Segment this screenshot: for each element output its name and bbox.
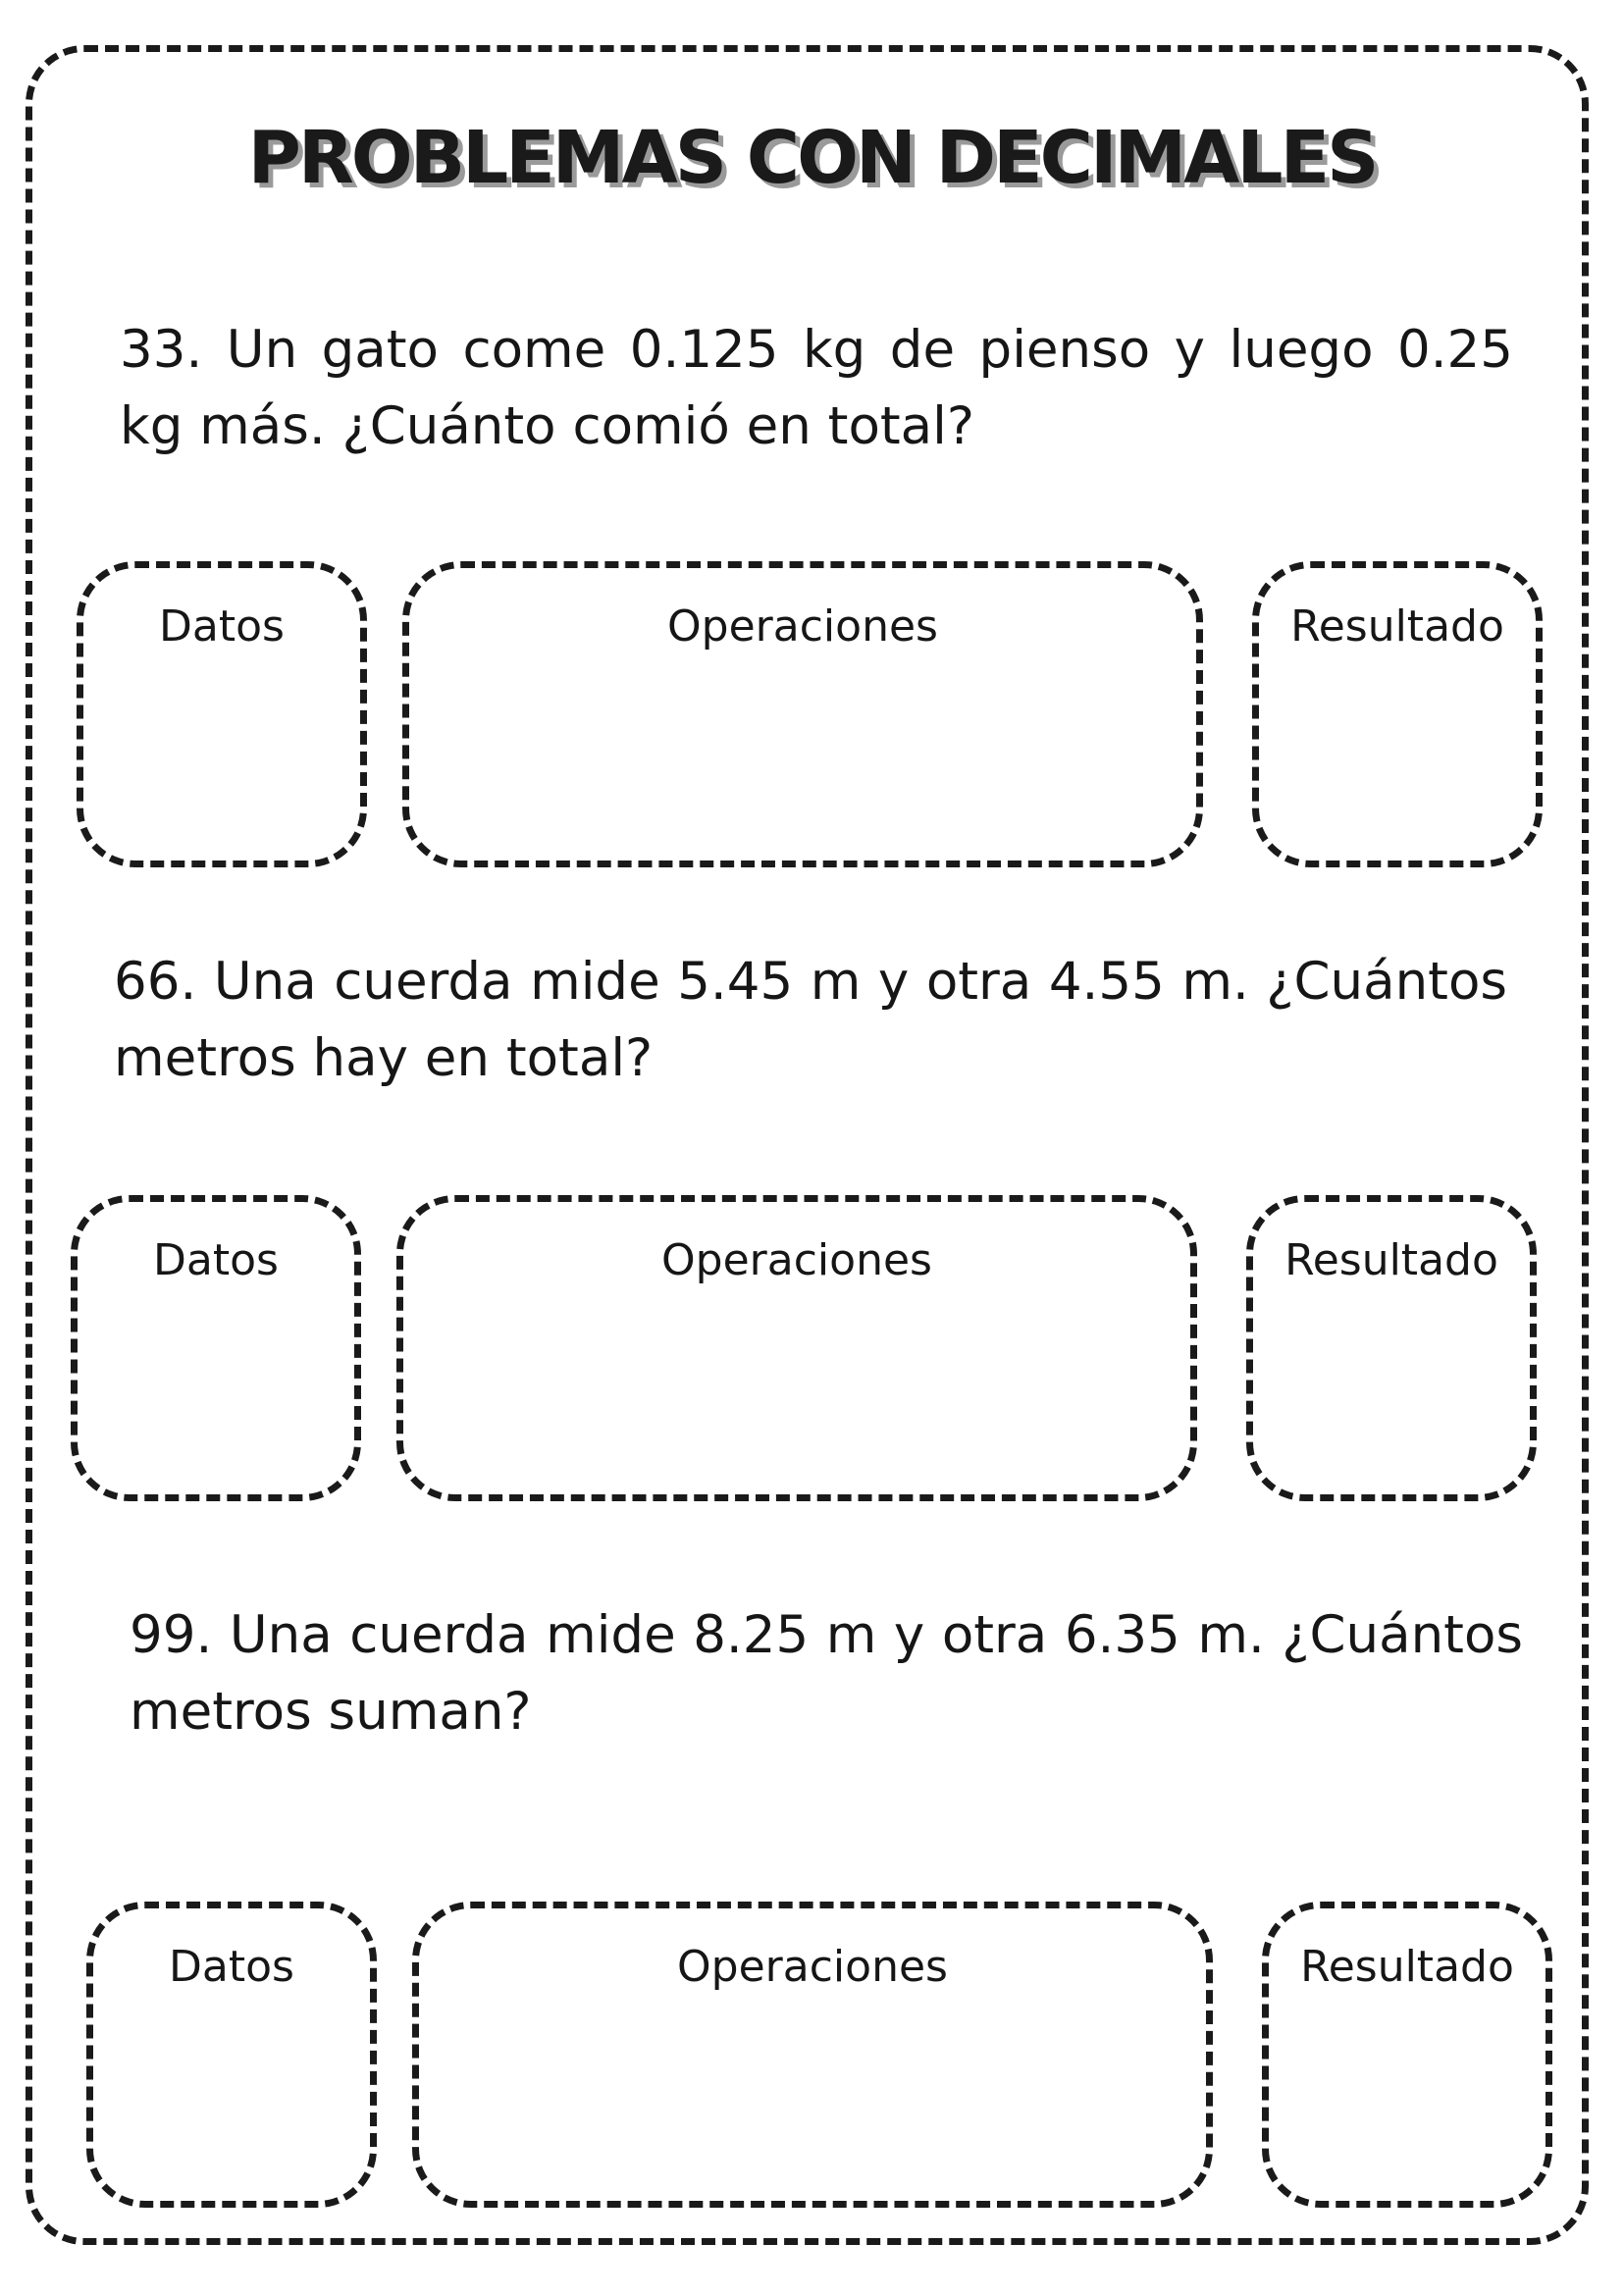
datos-label: Datos	[153, 1235, 279, 1285]
operaciones-label: Operaciones	[661, 1235, 932, 1285]
operaciones-label: Operaciones	[677, 1942, 948, 1992]
resultado-label: Resultado	[1284, 1235, 1498, 1285]
problem-1-operaciones-box[interactable]	[402, 561, 1203, 867]
problem-2-datos-box[interactable]	[71, 1195, 361, 1501]
problem-3-resultado-box[interactable]	[1262, 1902, 1552, 2208]
operaciones-label: Operaciones	[667, 601, 938, 652]
problem-3-text: 99. Una cuerda mide 8.25 m y otra 6.35 m. ¿Cuántos metros suman?	[130, 1605, 1523, 1742]
problem-2-operaciones-box[interactable]	[396, 1195, 1197, 1501]
problem-1-text: 33. Un gato come 0.125 kg de pienso y luego 0.25 kg más. ¿Cuánto comió en total?	[120, 320, 1513, 456]
problem-1-datos-box[interactable]	[77, 561, 367, 867]
resultado-label: Resultado	[1290, 601, 1504, 652]
resultado-label: Resultado	[1300, 1942, 1514, 1992]
problem-1-resultado-box[interactable]	[1252, 561, 1543, 867]
page-title: PROBLEMAS CON DECIMALES	[247, 116, 1377, 200]
datos-label: Datos	[159, 601, 285, 652]
problem-2-text: 66. Una cuerda mide 5.45 m y otra 4.55 m. ¿Cuántos metros hay en total?	[114, 952, 1507, 1088]
datos-label: Datos	[169, 1942, 294, 1992]
problem-3-operaciones-box[interactable]	[412, 1902, 1213, 2208]
problem-2-resultado-box[interactable]	[1246, 1195, 1537, 1501]
problem-3-datos-box[interactable]	[86, 1902, 377, 2208]
